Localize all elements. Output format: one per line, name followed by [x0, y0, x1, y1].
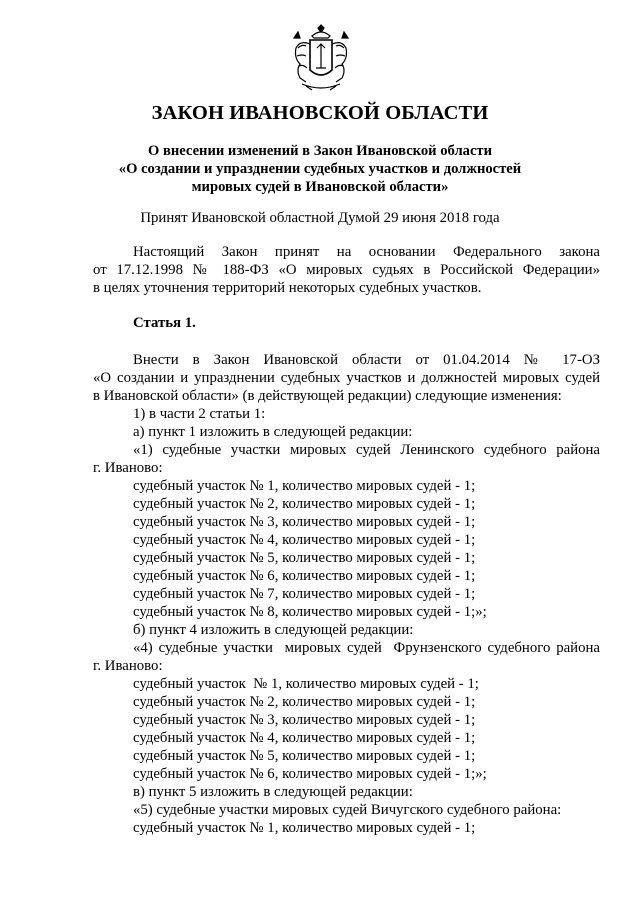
article-body	[93, 351, 600, 837]
plot-line: судебный участок № 6, количество мировых судей - 1;	[133, 568, 476, 584]
subtitle-line: О внесении изменений в Закон Ивановской области	[147, 143, 493, 159]
law-title: ЗАКОН ИВАНОВСКОЙ ОБЛАСТИ	[151, 102, 489, 124]
adoption-note: Принят Ивановской областной Думой 29 июня 2018 года	[140, 210, 500, 226]
text-line: в целях уточнения территорий некоторых судебных участков.	[93, 280, 482, 296]
plot-line: судебный участок № 4, количество мировых судей - 1;	[133, 532, 476, 548]
subtitle-line: мировых судей в Ивановской области»	[191, 179, 449, 195]
plot-line: судебный участок № 5, количество мировых судей - 1;	[133, 748, 476, 764]
text-line: г. Иваново:	[93, 460, 163, 476]
text-line: Настоящий Закон принят на основании Федерального закона	[133, 244, 600, 260]
plot-line: судебный участок № 3, количество мировых судей - 1;	[133, 514, 476, 530]
plot-line: судебный участок № 8, количество мировых судей - 1;»;	[133, 604, 487, 620]
plot-line: судебный участок № 2, количество мировых судей - 1;	[133, 496, 476, 512]
subitem-label: в) пункт 5 изложить в следующей редакции:	[133, 784, 413, 800]
plot-line: судебный участок № 6, количество мировых судей - 1;»;	[133, 766, 487, 782]
plot-line: судебный участок № 2, количество мировых судей - 1;	[133, 694, 476, 710]
subitem-label: б) пункт 4 изложить в следующей редакции:	[133, 622, 414, 638]
article-heading: Статья 1.	[133, 315, 196, 331]
text-line: г. Иваново:	[93, 658, 163, 674]
plot-line: судебный участок № 1, количество мировых судей - 1;	[133, 676, 479, 692]
subtitle-line: «О создании и упразднении судебных участков и должностей	[118, 161, 522, 177]
coat-of-arms-icon	[288, 24, 354, 94]
text-line: в Ивановской области» (в действующей редакции) следующие изменения:	[93, 388, 562, 404]
plot-line: судебный участок № 1, количество мировых судей - 1;	[133, 478, 476, 494]
plot-line: судебный участок № 3, количество мировых судей - 1;	[133, 712, 476, 728]
text-line: «5) судебные участки мировых судей Вичугского судебного района:	[133, 802, 562, 818]
plot-line: судебный участок № 7, количество мировых судей - 1;	[133, 586, 476, 602]
text-line: «4) судебные участки мировых судей Фрунзенского судебного района	[133, 640, 600, 656]
text-line: «О создании и упразднении судебных участков и должностей мировых судей	[93, 370, 600, 386]
plot-line: судебный участок № 4, количество мировых судей - 1;	[133, 730, 476, 746]
text-line: 1) в части 2 статьи 1:	[133, 406, 266, 422]
text-line: от 17.12.1998 № 188-ФЗ «О мировых судьях в Российской Федерации»	[93, 262, 600, 278]
text-line: Внести в Закон Ивановской области от 01.04.2014 № 17-ОЗ	[133, 352, 600, 368]
preamble	[93, 243, 600, 297]
plot-line: судебный участок № 1, количество мировых судей - 1;	[133, 820, 476, 836]
subitem-label: а) пункт 1 изложить в следующей редакции:	[133, 424, 413, 440]
plot-line: судебный участок № 5, количество мировых судей - 1;	[133, 550, 476, 566]
text-line: «1) судебные участки мировых судей Ленинского судебного района	[133, 442, 600, 458]
